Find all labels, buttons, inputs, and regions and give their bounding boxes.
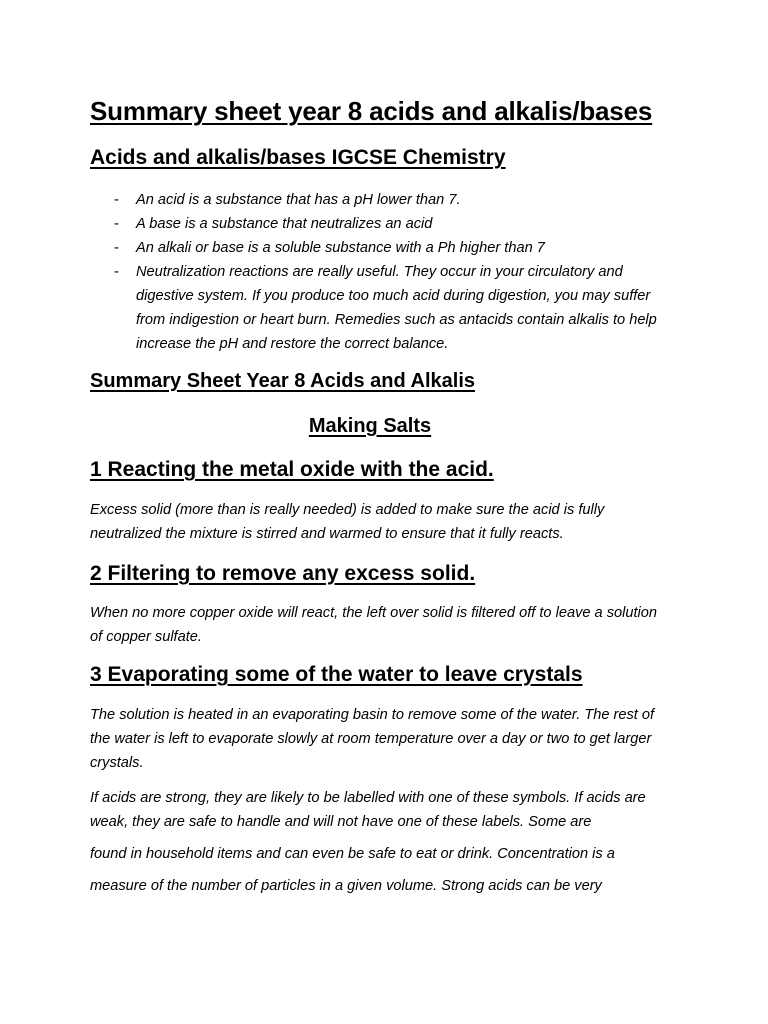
bullet-list [114, 188, 674, 356]
subheading-making-salts [90, 415, 650, 438]
step-3-heading: 3 Evaporating some of the water to leave crystals [90, 663, 583, 686]
list-item: - Neutralization reactions are really useful. They occur in your circulatory and digestive system. If you produce too much acid during digestion, you may suffer from indigestion or heart burn. Remedies such as antacids contain alkalis to help increase the pH and restore the correct balance. [114, 260, 674, 356]
making-salts-label: Making Salts [308, 415, 432, 437]
page-title: Summary sheet year 8 acids and alkalis/bases [90, 96, 653, 126]
step-1-text: Excess solid (more than is really needed) is added to make sure the acid is fully neutralized the mixture is stirred and warmed to ensure that it fully reacts. [90, 502, 605, 542]
section-heading-summary: Summary Sheet Year 8 Acids and Alkalis [90, 370, 475, 392]
closing-paragraph-1: If acids are strong, they are likely to be labelled with one of these symbols. If acids are weak, they are safe to handle and will not have one of these labels. Some are [90, 790, 646, 830]
step-3-text: The solution is heated in an evaporating basin to remove some of the water. The rest of the water is left to evaporate slowly at room temperature over a day or two to get larger crystals. [90, 707, 655, 771]
list-item: - An alkali or base is a soluble substance with a Ph higher than 7 [114, 236, 674, 260]
list-item: - A base is a substance that neutralizes an acid [114, 212, 674, 236]
section-heading-igcse: Acids and alkalis/bases IGCSE Chemistry [90, 146, 506, 169]
closing-paragraph-2: found in household items and can even be safe to eat or drink. Concentration is a measure of the number of particles in a given volume. Strong acids can be very [90, 846, 615, 894]
step-1-heading: 1 Reacting the metal oxide with the acid. [90, 458, 494, 481]
step-2-heading: 2 Filtering to remove any excess solid. [90, 562, 476, 585]
step-2-text: When no more copper oxide will react, the left over solid is filtered off to leave a solution of copper sulfate. [90, 605, 658, 645]
list-item: - An acid is a substance that has a pH lower than 7. [114, 188, 674, 212]
